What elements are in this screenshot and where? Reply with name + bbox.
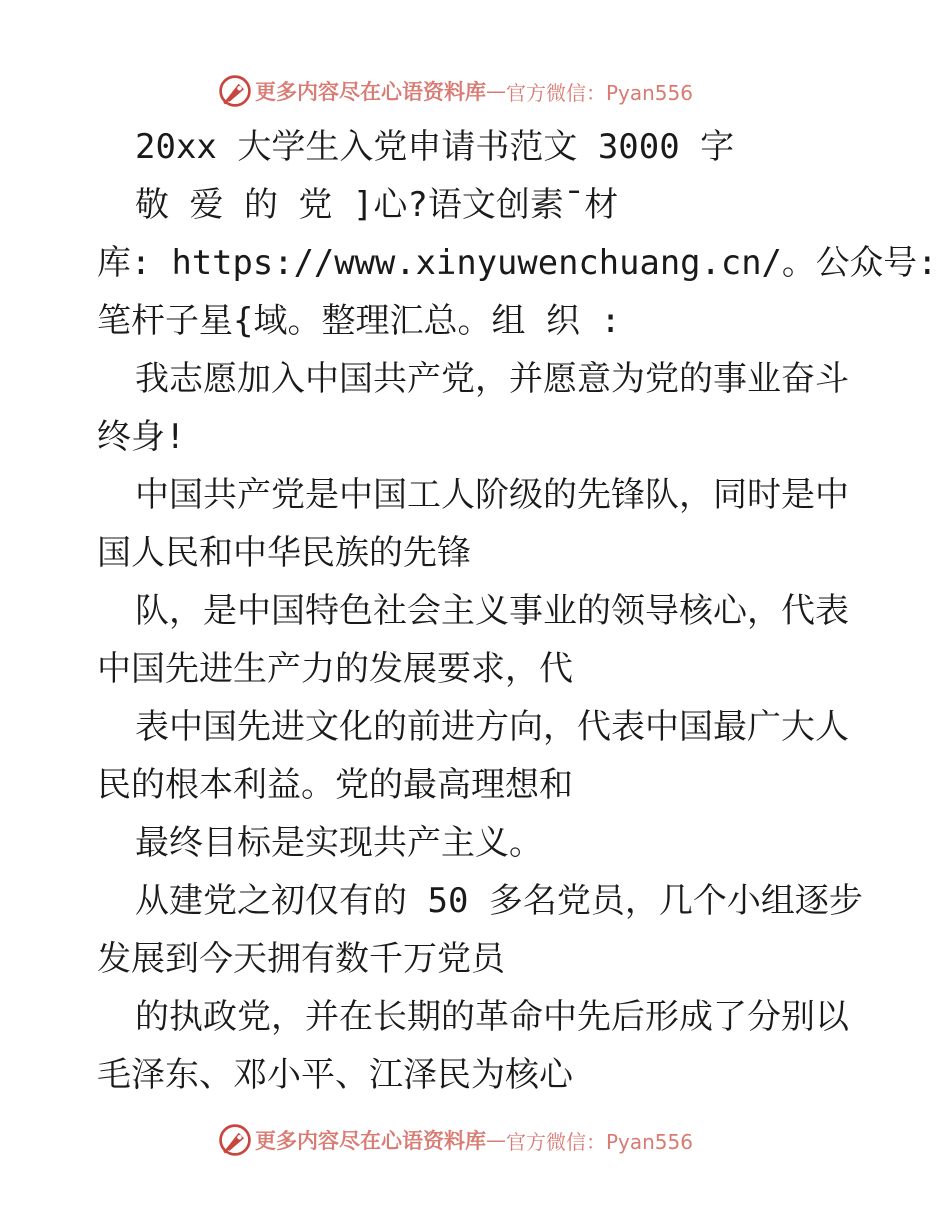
text-line: 队，是中国特色社会主义事业的领导核心，代表 (135, 591, 849, 631)
banner-dash: — (485, 79, 506, 103)
text-line: 我志愿加入中国共产党，并愿意为党的事业奋斗 (135, 359, 849, 399)
banner-wechat: 官方微信：Pyan556 (505, 80, 693, 105)
banner-wechat: 官方微信：Pyan556 (505, 1129, 693, 1154)
text-line: 国人民和中华民族的先锋 (97, 533, 471, 573)
text-line: 中国共产党是中国工人阶级的先锋队，同时是中 (135, 475, 849, 515)
text-line: 发展到今天拥有数千万党员 (97, 939, 505, 979)
text-line: 最终目标是实现共产主义。 (135, 823, 543, 863)
text-line: 从建党之初仅有的 50 多名党员，几个小组逐步 (135, 881, 863, 921)
text-line: 民的根本利益。党的最高理想和 (97, 765, 573, 805)
header-watermark-banner (0, 71, 950, 111)
footer-watermark-banner (0, 1120, 950, 1160)
banner-site-name: 更多内容尽在心语资料库 (254, 1128, 486, 1153)
document-title: 20xx 大学生入党申请书范文 3000 字 (135, 127, 735, 167)
pen-nib-logo-icon (217, 1122, 253, 1158)
text-line: 毛泽东、邓小平、江泽民为核心 (97, 1055, 573, 1095)
text-line: 库: https://www.xinyuwenchuang.cn/。公众号: (97, 243, 938, 283)
banner-site-name: 更多内容尽在心语资料库 (254, 79, 486, 104)
text-line: 笔杆子星{域。整理汇总。组 织 : (97, 301, 621, 341)
pen-nib-logo-icon (217, 73, 253, 109)
text-line: 终身! (97, 417, 186, 457)
banner-dash: — (485, 1128, 506, 1152)
text-line: 的执政党，并在长期的革命中先后形成了分别以 (135, 997, 849, 1037)
text-line: 表中国先进文化的前进方向，代表中国最广大人 (135, 707, 849, 747)
text-line: 中国先进生产力的发展要求，代 (97, 649, 573, 689)
text-line: 敬 爱 的 党 ]心?语文创素¯材 (135, 185, 619, 225)
